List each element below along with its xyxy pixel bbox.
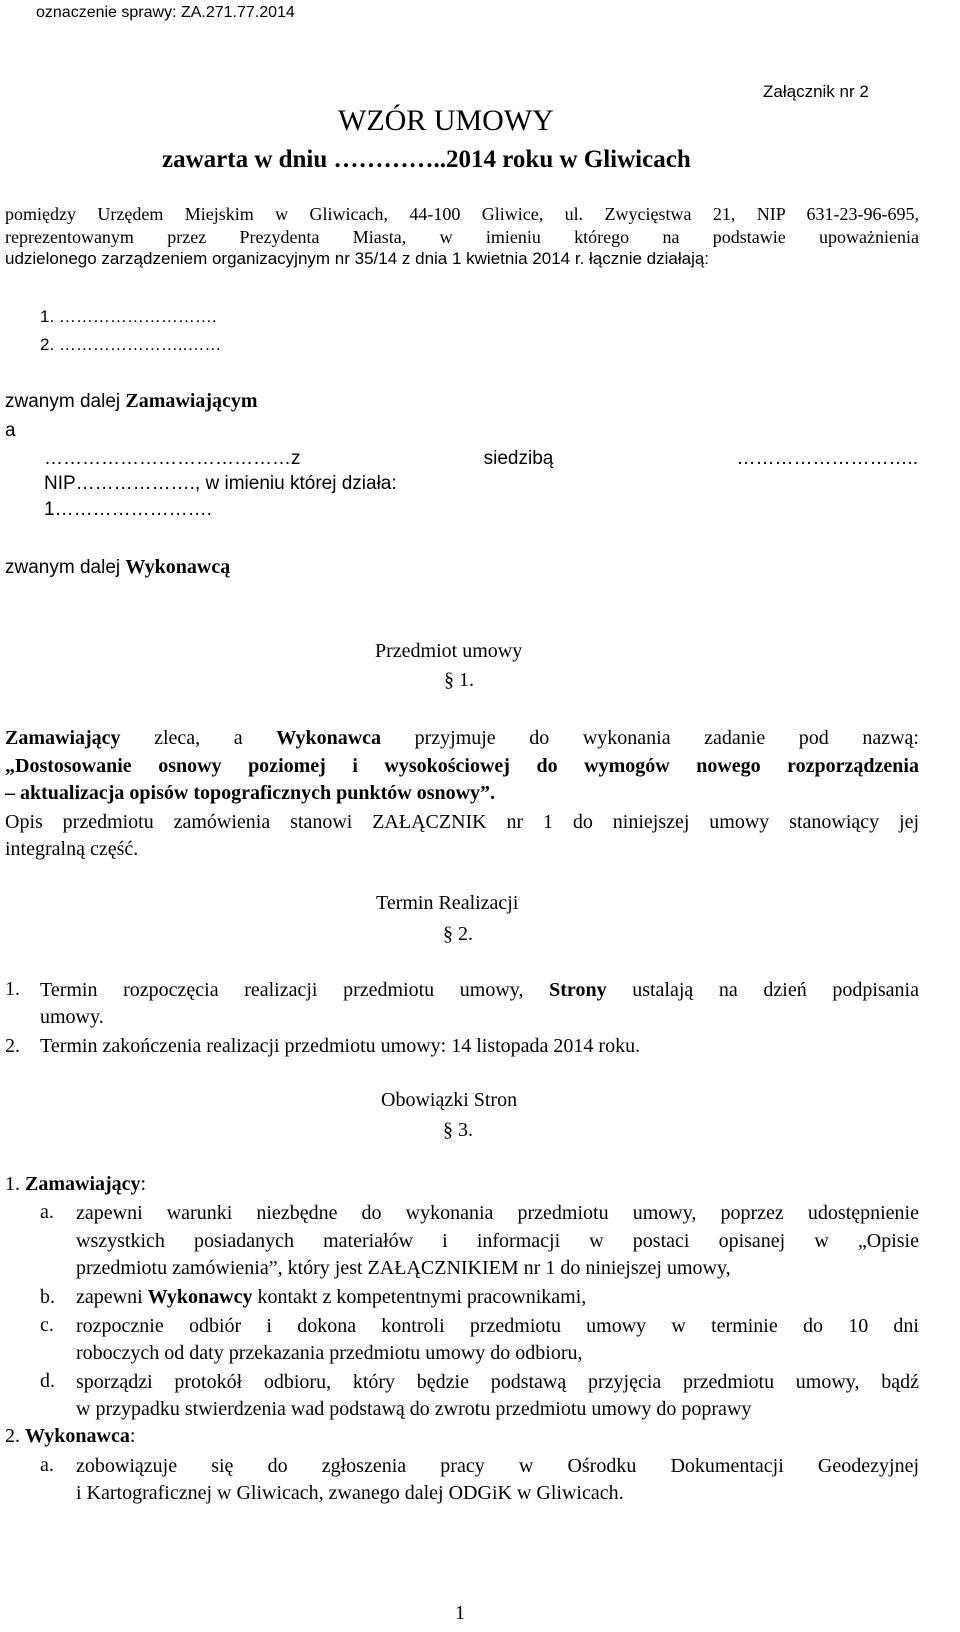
contractor-alias [5, 556, 230, 579]
page-number: 1 [455, 1602, 465, 1624]
ordering-party-alias [5, 390, 258, 413]
item-number: 2. [5, 1035, 20, 1057]
ordering-party-ref: Zamawiający [25, 1173, 141, 1195]
party-1-label [5, 1173, 146, 1196]
contractor-representative: 1……………………. [44, 499, 212, 520]
duty-d-line-2: w przypadku stwierdzenia wad podstawą do zwrotu przedmiotu umowy do poprawy [76, 1398, 752, 1420]
ordering-party-name: Zamawiającym [125, 390, 258, 412]
list-label: a. [40, 1454, 54, 1476]
parties-line-1: pomiędzy Urzędem Miejskim w Gliwicach, 44-100 Gliwice, ul. Zwycięstwa 21, NIP 631-23-96-695, [5, 204, 919, 224]
duty-c-line-2: roboczych od daty przekazania przedmiotu umowy do odbioru, [76, 1342, 583, 1364]
duty-b-line [76, 1286, 586, 1309]
task-name-line-1: „Dostosowanie osnowy poziomej i wysokościowej do wymogów nowego rozporządzenia [5, 755, 919, 777]
section-1-line-1 [5, 726, 919, 751]
attachment-label: Załącznik nr 2 [763, 82, 869, 101]
text-run: zleca, a [120, 727, 277, 749]
document-subtitle: zawarta w dniu …………..2014 roku w Gliwicach [162, 146, 691, 173]
ordering-party-ref: Zamawiający [5, 727, 121, 749]
representative-1: 1. ………………………. [40, 307, 217, 326]
text-run: ustalają na dzień podpisania [606, 979, 919, 1001]
contractor-ref: Wykonawca [276, 727, 382, 749]
party-2-label [5, 1425, 135, 1448]
list-label: a. [40, 1201, 54, 1223]
colon: : [140, 1173, 147, 1195]
contractor-line: …………………………………z siedzibą ……………………….. [44, 448, 918, 469]
duty-c-line-1: rozpocznie odbiór i dokona kontroli przedmiotu umowy w terminie do 10 dni [76, 1315, 919, 1337]
list-label: d. [40, 1370, 55, 1392]
section-1-line-5: integralną część. [5, 838, 139, 860]
list-label: c. [40, 1314, 54, 1336]
contractor-nip-line: NIP………………., w imieniu której działa: [44, 473, 397, 494]
start-date-line-2: umowy. [40, 1006, 104, 1028]
section-2-number: § 2. [443, 923, 473, 945]
parties-line-2: reprezentowanym przez Prezydenta Miasta, w imieniu którego na podstawie upoważnienia [5, 227, 919, 247]
contractor-ref: Wykonawcy [147, 1286, 253, 1308]
list-label: b. [40, 1286, 55, 1308]
contractor-duty-a-line-2: i Kartograficznej w Gliwicach, zwanego dalej ODGiK w Gliwicach. [76, 1482, 624, 1504]
colon: : [129, 1425, 136, 1447]
document-title: WZÓR UMOWY [338, 104, 554, 137]
duty-d-line-1: sporządzi protokół odbioru, który będzie podstawą przyjęcia przedmiotu umowy, bądź [76, 1371, 919, 1393]
parties-ref: Strony [549, 979, 607, 1001]
section-3-number: § 3. [443, 1119, 473, 1141]
item-number: 1. [5, 978, 20, 1000]
item-number: 2. [5, 1425, 25, 1447]
duty-a-line-3: przedmiotu zamówienia”, który jest ZAŁĄCZNIKIEM nr 1 do niniejszej umowy, [76, 1257, 731, 1279]
text-run: przyjmuje do wykonania zadanie pod nazwą: [381, 727, 919, 749]
parties-line-3: udzielonego zarządzeniem organizacyjnym nr 35/14 z dnia 1 kwietnia 2014 r. łącznie działają: [5, 249, 710, 268]
section-2-heading: Termin Realizacji [376, 892, 519, 914]
text-run: kontakt z kompetentnymi pracownikami, [252, 1286, 587, 1308]
section-1-number: § 1. [444, 669, 474, 691]
conjunction-a: a [5, 420, 16, 441]
contractor-name: Wykonawcą [125, 556, 231, 578]
end-date-line: Termin zakończenia realizacji przedmiotu umowy: 14 listopada 2014 roku. [40, 1035, 641, 1057]
duty-a-line-1: zapewni warunki niezbędne do wykonania przedmiotu umowy, poprzez udostępnienie [76, 1202, 919, 1224]
alias-prefix: zwanym dalej [5, 391, 126, 412]
start-date-line [40, 978, 919, 1003]
duty-a-line-2: wszystkich posiadanych materiałów i informacji w postaci opisanej w „Opisie [76, 1230, 919, 1252]
contractor-ref: Wykonawca [25, 1425, 130, 1447]
task-name-line-2: – aktualizacja opisów topograficznych punktów osnowy”. [5, 782, 496, 804]
section-3-heading: Obowiązki Stron [381, 1089, 518, 1111]
text-run: zapewni [76, 1286, 148, 1308]
section-1-heading: Przedmiot umowy [375, 640, 523, 662]
case-reference: oznaczenie sprawy: ZA.271.77.2014 [36, 4, 295, 21]
alias-prefix: zwanym dalej [5, 557, 126, 578]
item-number: 1. [5, 1173, 25, 1195]
section-1-line-4: Opis przedmiotu zamówienia stanowi ZAŁĄCZNIK nr 1 do niniejszej umowy stanowiący jej [5, 811, 919, 833]
representative-2: 2. …………………..…… [40, 335, 222, 354]
contractor-duty-a-line-1: zobowiązuje się do zgłoszenia pracy w Ośrodku Dokumentacji Geodezyjnej [76, 1455, 919, 1477]
text-run: Termin rozpoczęcia realizacji przedmiotu umowy, [40, 979, 550, 1001]
